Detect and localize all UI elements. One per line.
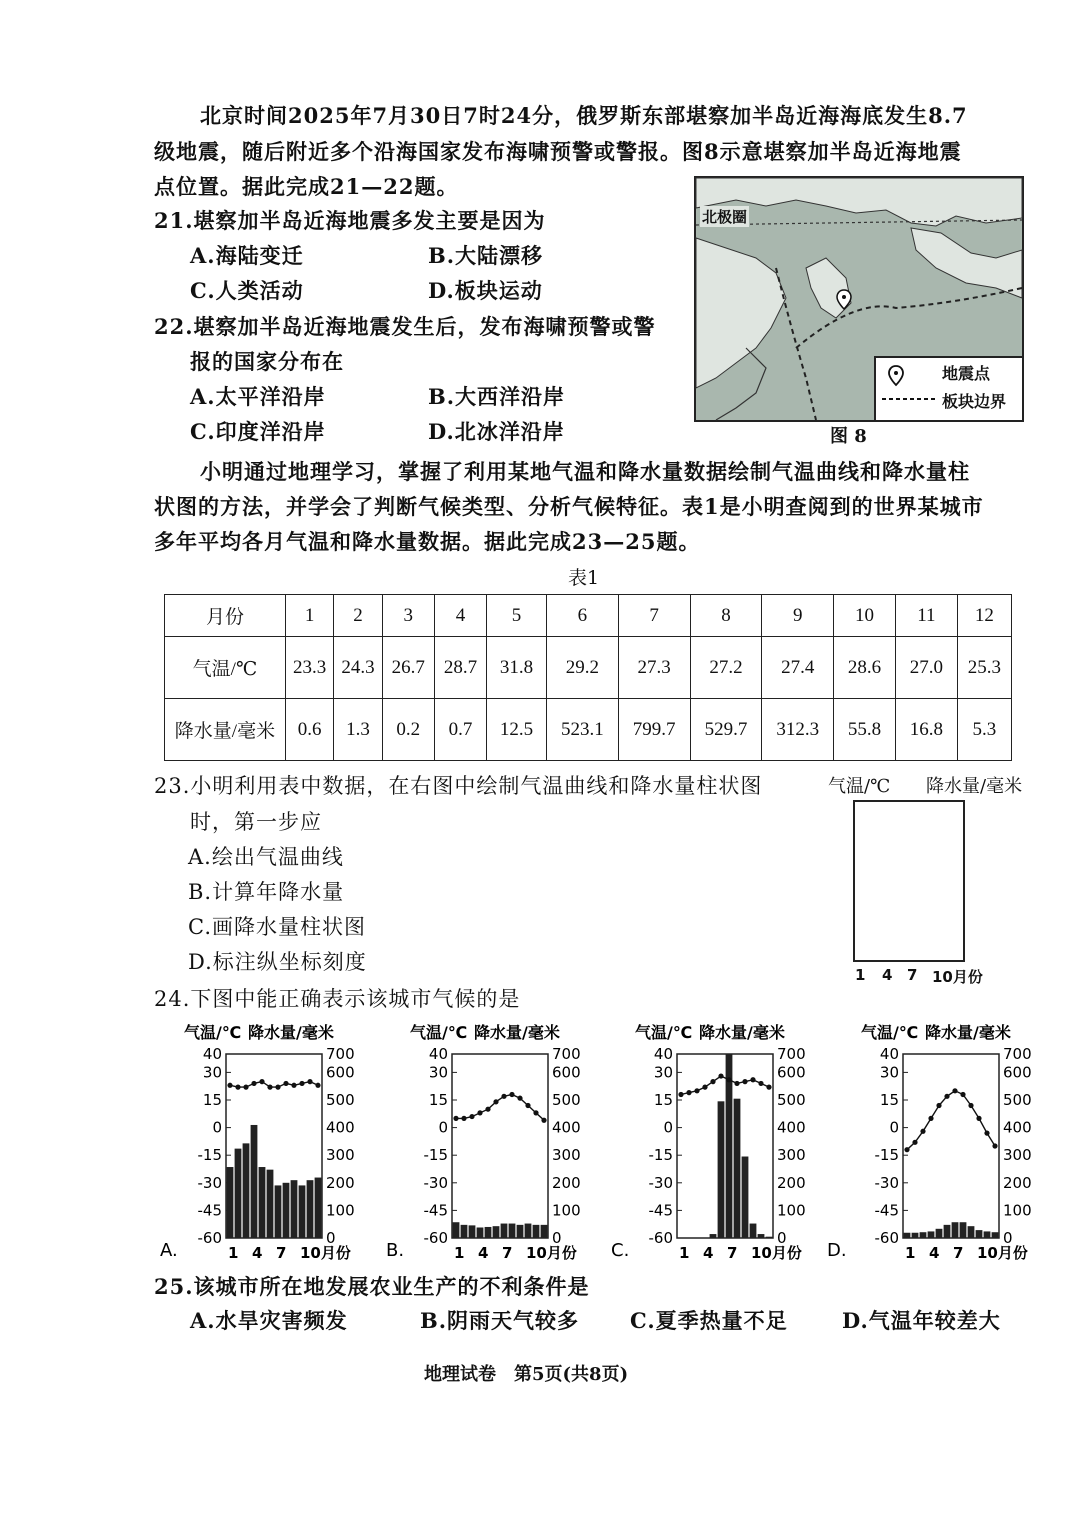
table-cell-precip-3: 0.2: [382, 699, 434, 761]
table-cell-header-2: 2: [334, 595, 382, 637]
chart-D-ytick-right-7: 0: [1003, 1229, 1013, 1247]
table-cell-header-7: 7: [618, 595, 690, 637]
chart-D-temp-point-1: [904, 1147, 909, 1152]
table-cell-header-8: 8: [690, 595, 762, 637]
q22-stem-line2: 报的国家分布在: [190, 349, 344, 374]
chart-D-ytick-left-6: -45: [874, 1201, 899, 1220]
chart-A-temp-point-1: [227, 1083, 232, 1088]
table-header-row: [165, 595, 1012, 637]
q21-option-a[interactable]: A.海陆变迁: [190, 243, 304, 268]
map-legend: [874, 356, 1024, 422]
chart-A-ytick-right-4: 300: [326, 1146, 355, 1165]
chart-D-temp-point-4: [928, 1116, 933, 1121]
chart-B-ytick-left-0: 40: [428, 1045, 448, 1063]
chart-D-temp-point-10: [976, 1116, 981, 1121]
chart-B-bar-5: [485, 1227, 492, 1238]
q24-stem: 24.下图中能正确表示该城市气候的是: [154, 987, 521, 1011]
table-cell-header-0: 月份: [165, 595, 286, 637]
chart-C-temp-point-3: [694, 1088, 699, 1093]
table-cell-header-12: 12: [957, 595, 1011, 637]
chart-C-precip-label: 降水量/毫米: [699, 1023, 785, 1042]
table-cell-temp-1: 23.3: [285, 637, 333, 699]
table-cell-temp-12: 25.3: [957, 637, 1011, 699]
chart-C-temp-point-12: [766, 1085, 771, 1090]
table-cell-precip-6: 523.1: [547, 699, 619, 761]
arctic-circle-label: 北极圈: [702, 208, 748, 226]
chart-A-temp-point-8: [283, 1081, 288, 1086]
chart-C-ytick-right-5: 200: [777, 1173, 806, 1192]
chart-D-bar-4: [928, 1231, 935, 1238]
chart-C-ytick-left-5: -30: [648, 1173, 673, 1192]
intro1-line2: 级地震，随后附近多个沿海国家发布海啸预警或警报。图8示意堪察加半岛近海地震: [154, 139, 962, 164]
chart-B-letter: B.: [386, 1240, 405, 1261]
chart-B-temp-point-2: [461, 1116, 466, 1121]
chart-D-precip-label: 降水量/毫米: [925, 1023, 1011, 1042]
chart-B-temp-point-9: [517, 1096, 522, 1101]
legend-boundary-icon: [882, 396, 938, 402]
chart-C-ytick-left-0: 40: [653, 1045, 673, 1063]
chart-D-ytick-right-3: 400: [1003, 1118, 1032, 1137]
chart-D-letter: D.: [827, 1240, 847, 1261]
page-footer: 地理试卷 第5页(共8页): [424, 1364, 629, 1385]
blank-chart-frame: [853, 800, 965, 962]
chart-B-ytick-left-2: 15: [428, 1091, 448, 1109]
chart-B-ytick-right-2: 500: [552, 1091, 581, 1109]
chart-D-temp-point-3: [920, 1129, 925, 1134]
chart-B-ytick-left-4: -15: [423, 1146, 448, 1165]
chart-B-frame: [452, 1054, 548, 1238]
chart-D-xtick-1: 4: [929, 1244, 940, 1262]
intro1-line3: 点位置。据此完成21—22题。: [154, 174, 459, 199]
table-cell-header-11: 11: [895, 595, 957, 637]
chart-A-ytick-right-1: 600: [326, 1063, 355, 1082]
chart-A-temp-point-7: [275, 1085, 280, 1090]
table-cell-header-1: 1: [285, 595, 333, 637]
chart-B-temp-point-3: [469, 1114, 474, 1119]
chart-C-bar-11: [758, 1234, 765, 1238]
chart-A-ytick-left-4: -15: [197, 1146, 222, 1165]
chart-B-ytick-right-6: 100: [552, 1201, 581, 1220]
chart-A-temp-point-10: [299, 1081, 304, 1086]
chart-B-ytick-right-7: 0: [552, 1229, 562, 1247]
table-cell-temp-9: 27.4: [762, 637, 834, 699]
chart-A-xtick-1: 4: [252, 1244, 263, 1262]
intro2-line1: 小明通过地理学习，掌握了利用某地气温和降水量数据绘制气温曲线和降水量柱: [200, 459, 970, 484]
table-cell-temp-11: 27.0: [895, 637, 957, 699]
chart-B-bar-7: [501, 1224, 508, 1238]
chart-D-temp-point-7: [952, 1088, 957, 1093]
chart-A-ytick-right-6: 100: [326, 1201, 355, 1220]
table-cell-header-9: 9: [762, 595, 834, 637]
chart-B-bar-12: [541, 1225, 548, 1238]
chart-A-bar-9: [291, 1180, 298, 1238]
table-cell-temp-8: 27.2: [690, 637, 762, 699]
table-cell-header-5: 5: [487, 595, 547, 637]
q25-option-b[interactable]: B.阴雨天气较多: [420, 1308, 580, 1333]
chart-C-ytick-right-2: 500: [777, 1091, 806, 1109]
table-cell-temp-3: 26.7: [382, 637, 434, 699]
q23-option-a[interactable]: A.绘出气温曲线: [188, 845, 344, 869]
chart-A-letter: A.: [160, 1240, 178, 1261]
table-cell-precip-12: 5.3: [957, 699, 1011, 761]
chart-B-temp-point-1: [453, 1116, 458, 1121]
chart-A-temp-point-11: [307, 1079, 312, 1084]
chart-B-temp-point-6: [493, 1099, 498, 1104]
q23-option-c[interactable]: C.画降水量柱状图: [188, 915, 366, 939]
chart-D-frame: [903, 1054, 999, 1238]
chart-A-ytick-left-5: -30: [197, 1173, 222, 1192]
chart-C-ytick-right-1: 600: [777, 1063, 806, 1082]
chart-C-temp-line: [681, 1076, 769, 1094]
chart-B-xtick-3: 10月份: [526, 1244, 577, 1262]
q23-option-b[interactable]: B.计算年降水量: [188, 880, 345, 904]
q22-option-c[interactable]: C.印度洋沿岸: [190, 419, 326, 444]
chart-A-temp-point-3: [243, 1085, 248, 1090]
chart-A-ytick-right-5: 200: [326, 1173, 355, 1192]
chart-B-temp-point-12: [541, 1118, 546, 1123]
chart-C-temp-point-9: [742, 1079, 747, 1084]
chart-B-ytick-left-6: -45: [423, 1201, 448, 1220]
chart-D-bar-6: [944, 1225, 951, 1238]
q22-option-d[interactable]: D.北冰洋沿岸: [428, 419, 565, 444]
blank-chart-precip-label: 降水量/毫米: [926, 776, 1023, 797]
q21-option-b[interactable]: B.大陆漂移: [428, 243, 544, 268]
q23-option-d[interactable]: D.标注纵坐标刻度: [188, 950, 367, 974]
chart-D-ytick-right-0: 700: [1003, 1045, 1032, 1063]
chart-A-bar-4: [251, 1125, 258, 1238]
table-cell-temp-4: 28.7: [434, 637, 486, 699]
chart-B-temp-point-8: [509, 1092, 514, 1097]
blank-chart-x7: 7: [907, 966, 918, 984]
chart-D-bar-5: [936, 1229, 943, 1238]
chart-C-xtick-0: 1: [679, 1244, 690, 1262]
chart-A-bar-10: [299, 1185, 306, 1238]
intro2-line2: 状图的方法，并学会了判断气候类型、分析气候特征。表1是小明查阅到的世界某城市: [154, 494, 984, 519]
chart-B-temp-point-7: [501, 1094, 506, 1099]
chart-A-bar-7: [275, 1185, 282, 1238]
chart-A-ytick-left-6: -45: [197, 1201, 222, 1220]
chart-C-ytick-left-6: -45: [648, 1201, 673, 1220]
chart-A-ytick-right-0: 700: [326, 1045, 355, 1063]
chart-B-temp-point-4: [477, 1110, 482, 1115]
chart-D-ytick-left-2: 15: [879, 1091, 899, 1109]
chart-A-temp-point-9: [291, 1083, 296, 1088]
table-cell-precip-11: 16.8: [895, 699, 957, 761]
chart-A-ytick-left-3: 0: [212, 1118, 222, 1137]
chart-A-ytick-left-2: 15: [202, 1091, 222, 1109]
chart-B-bar-11: [533, 1225, 540, 1238]
table-cell-temp-5: 31.8: [487, 637, 547, 699]
chart-C-temp-point-7: [726, 1077, 731, 1082]
table-cell-precip-0: 降水量/毫米: [165, 699, 286, 761]
table-cell-precip-2: 1.3: [334, 699, 382, 761]
table-cell-temp-0: 气温/℃: [165, 637, 286, 699]
chart-C-ytick-left-2: 15: [653, 1091, 673, 1109]
chart-B-temp-point-11: [533, 1110, 538, 1115]
chart-A-ytick-left-0: 40: [202, 1045, 222, 1063]
table-cell-header-4: 4: [434, 595, 486, 637]
chart-D-bar-1: [904, 1233, 911, 1238]
map-caption: 图 8: [830, 426, 867, 447]
chart-C-temp-point-6: [718, 1073, 723, 1078]
chart-C-xtick-2: 7: [727, 1244, 738, 1262]
chart-C-bar-6: [718, 1101, 725, 1238]
chart-C-temp-point-8: [734, 1081, 739, 1086]
table-precip-row: [165, 699, 1012, 761]
table-temp-row: [165, 637, 1012, 699]
q25-option-a[interactable]: A.水旱灾害频发: [190, 1308, 348, 1333]
table-cell-header-6: 6: [547, 595, 619, 637]
blank-chart-x1: 1: [855, 966, 866, 984]
table-cell-precip-1: 0.6: [285, 699, 333, 761]
chart-D-ytick-right-6: 100: [1003, 1201, 1032, 1220]
chart-D-temp-point-6: [944, 1094, 949, 1099]
chart-D-ytick-left-0: 40: [879, 1045, 899, 1063]
chart-D-bar-11: [984, 1231, 991, 1238]
chart-B-ytick-left-3: 0: [438, 1118, 448, 1137]
chart-B-temp-line: [456, 1095, 544, 1121]
q23-stem-line1: 23.小明利用表中数据，在右图中绘制气温曲线和降水量柱状图: [154, 774, 763, 798]
chart-A-ytick-left-1: 30: [202, 1063, 222, 1082]
chart-B-ytick-right-3: 400: [552, 1118, 581, 1137]
chart-A-ytick-right-2: 500: [326, 1091, 355, 1109]
chart-D-xtick-0: 1: [905, 1244, 916, 1262]
chart-D-bar-2: [912, 1233, 919, 1238]
q22-stem-line1: 22.堪察加半岛近海地震发生后，发布海啸预警或警: [154, 314, 656, 339]
chart-D-bar-7: [952, 1222, 959, 1238]
chart-D-ytick-right-4: 300: [1003, 1146, 1032, 1165]
chart-C-ytick-right-7: 0: [777, 1229, 787, 1247]
climate-charts: [160, 1018, 1040, 1266]
chart-B-bar-8: [509, 1224, 516, 1238]
chart-D-bar-8: [960, 1222, 967, 1238]
chart-C-temp-point-4: [702, 1085, 707, 1090]
chart-D-ytick-left-3: 0: [889, 1118, 899, 1137]
chart-C-temp-label: 气温/℃: [635, 1023, 693, 1042]
chart-B-xtick-0: 1: [454, 1244, 465, 1262]
chart-D-ytick-right-2: 500: [1003, 1091, 1032, 1109]
chart-C-ytick-left-7: -60: [648, 1229, 673, 1247]
chart-B-ytick-left-7: -60: [423, 1229, 448, 1247]
q25-option-d[interactable]: D.气温年较差大: [842, 1308, 1001, 1333]
chart-C-xtick-1: 4: [703, 1244, 714, 1262]
chart-C-xtick-3: 10月份: [751, 1244, 802, 1262]
q21-stem: 21.堪察加半岛近海地震多发主要是因为: [154, 208, 546, 233]
q21-option-d[interactable]: D.板块运动: [428, 278, 543, 303]
chart-C-temp-point-2: [686, 1090, 691, 1095]
chart-D-temp-point-12: [992, 1143, 997, 1148]
table-cell-temp-10: 28.6: [834, 637, 896, 699]
chart-D-bar-9: [968, 1226, 975, 1238]
chart-B-temp-point-10: [525, 1103, 530, 1108]
chart-C-temp-point-10: [750, 1077, 755, 1082]
chart-D-ytick-right-1: 600: [1003, 1063, 1032, 1082]
chart-D-ytick-left-5: -30: [874, 1173, 899, 1192]
chart-C-ytick-right-3: 400: [777, 1118, 806, 1137]
intro2-line3: 多年平均各月气温和降水量数据。据此完成23—25题。: [154, 529, 701, 554]
chart-D-bar-12: [992, 1232, 999, 1238]
chart-D-temp-point-11: [984, 1131, 989, 1136]
chart-A-temp-point-12: [315, 1083, 320, 1088]
chart-B-ytick-right-5: 200: [552, 1173, 581, 1192]
q22-option-a[interactable]: A.太平洋沿岸: [190, 384, 326, 409]
climate-table: [164, 594, 1012, 761]
chart-C-temp-point-1: [678, 1092, 683, 1097]
chart-C-temp-point-5: [710, 1079, 715, 1084]
chart-D-ytick-left-4: -15: [874, 1146, 899, 1165]
chart-A-bar-5: [259, 1167, 266, 1238]
chart-D-temp-point-9: [968, 1103, 973, 1108]
chart-B-bar-9: [517, 1225, 524, 1238]
chart-A-temp-point-6: [267, 1085, 272, 1090]
chart-A-bar-1: [227, 1167, 234, 1238]
chart-A-bar-8: [283, 1183, 290, 1238]
chart-B-ytick-right-1: 600: [552, 1063, 581, 1082]
chart-D-ytick-right-5: 200: [1003, 1173, 1032, 1192]
chart-C-ytick-left-4: -15: [648, 1146, 673, 1165]
chart-C-letter: C.: [611, 1240, 630, 1261]
chart-C-ytick-right-4: 300: [777, 1146, 806, 1165]
chart-C-ytick-left-1: 30: [653, 1063, 673, 1082]
chart-C-ytick-right-0: 700: [777, 1045, 806, 1063]
chart-D-bar-3: [920, 1232, 927, 1238]
chart-B-ytick-right-4: 300: [552, 1146, 581, 1165]
blank-chart-x4: 4: [882, 966, 893, 984]
chart-A-bar-2: [235, 1149, 242, 1238]
chart-B-temp-point-5: [485, 1107, 490, 1112]
table-cell-precip-7: 799.7: [618, 699, 690, 761]
chart-C-bar-8: [734, 1099, 741, 1238]
chart-A-ytick-right-3: 400: [326, 1118, 355, 1137]
chart-B-ytick-left-5: -30: [423, 1173, 448, 1192]
chart-A-bar-12: [315, 1178, 322, 1238]
chart-C-ytick-left-3: 0: [663, 1118, 673, 1137]
chart-A-ytick-left-7: -60: [197, 1229, 222, 1247]
legend-quake-label: 地震点: [942, 364, 991, 383]
chart-B-bar-3: [469, 1225, 476, 1238]
chart-B-xtick-2: 7: [502, 1244, 513, 1262]
chart-D-temp-point-8: [960, 1092, 965, 1097]
chart-D-bar-10: [976, 1230, 983, 1238]
chart-A-temp-point-4: [251, 1081, 256, 1086]
table-cell-header-3: 3: [382, 595, 434, 637]
chart-A-bar-6: [267, 1170, 274, 1238]
chart-A-temp-label: 气温/℃: [184, 1023, 242, 1042]
chart-C-temp-point-11: [758, 1081, 763, 1086]
chart-D-temp-point-5: [936, 1103, 941, 1108]
chart-B-precip-label: 降水量/毫米: [474, 1023, 560, 1042]
legend-boundary-label: 板块边界: [942, 392, 1007, 411]
table-cell-header-10: 10: [834, 595, 896, 637]
q23-stem-line2: 时，第一步应: [190, 810, 322, 834]
chart-D-ytick-left-1: 30: [879, 1063, 899, 1082]
chart-A-ytick-right-7: 0: [326, 1229, 336, 1247]
chart-B-bar-6: [493, 1226, 500, 1238]
chart-D-xtick-2: 7: [953, 1244, 964, 1262]
table-cell-precip-8: 529.7: [690, 699, 762, 761]
table-cell-precip-5: 12.5: [487, 699, 547, 761]
q25-stem: 25.该城市所在地发展农业生产的不利条件是: [154, 1274, 590, 1299]
chart-B-temp-label: 气温/℃: [410, 1023, 468, 1042]
chart-B-ytick-left-1: 30: [428, 1063, 448, 1082]
table-cell-temp-2: 24.3: [334, 637, 382, 699]
chart-A-temp-line: [230, 1082, 318, 1088]
blank-chart-temp-label: 气温/℃: [828, 776, 891, 797]
chart-A-xtick-3: 10月份: [300, 1244, 351, 1262]
chart-D-temp-line: [907, 1091, 995, 1150]
chart-B-bar-10: [525, 1224, 532, 1238]
table-cell-precip-10: 55.8: [834, 699, 896, 761]
chart-C-bar-5: [710, 1234, 717, 1238]
chart-A-xtick-2: 7: [276, 1244, 287, 1262]
q25-option-c[interactable]: C.夏季热量不足: [630, 1308, 788, 1333]
chart-B-ytick-right-0: 700: [552, 1045, 581, 1063]
chart-C-ytick-right-6: 100: [777, 1201, 806, 1220]
chart-B-bar-1: [453, 1222, 460, 1238]
table-cell-precip-4: 0.7: [434, 699, 486, 761]
legend-quake-icon: [888, 364, 904, 386]
chart-A-bar-11: [307, 1180, 314, 1238]
chart-A-temp-point-2: [235, 1085, 240, 1090]
chart-B-bar-2: [461, 1225, 468, 1238]
chart-C-bar-9: [742, 1157, 749, 1238]
q22-option-b[interactable]: B.大西洋沿岸: [428, 384, 566, 409]
intro1-line1: 北京时间2025年7月30日7时24分，俄罗斯东部堪察加半岛近海海底发生8.7: [200, 103, 968, 128]
table-cell-temp-7: 27.3: [618, 637, 690, 699]
chart-A-bar-3: [243, 1143, 250, 1238]
q21-option-c[interactable]: C.人类活动: [190, 278, 304, 303]
table-cell-temp-6: 29.2: [547, 637, 619, 699]
chart-B-bar-4: [477, 1227, 484, 1238]
chart-A-precip-label: 降水量/毫米: [248, 1023, 334, 1042]
table-caption: 表1: [568, 567, 600, 589]
chart-C-bar-10: [750, 1224, 757, 1238]
chart-D-ytick-left-7: -60: [874, 1229, 899, 1247]
chart-A-xtick-0: 1: [228, 1244, 239, 1262]
chart-D-temp-label: 气温/℃: [861, 1023, 919, 1042]
table-cell-precip-9: 312.3: [762, 699, 834, 761]
chart-B-xtick-1: 4: [478, 1244, 489, 1262]
chart-A-temp-point-5: [259, 1079, 264, 1084]
chart-D-temp-point-2: [912, 1140, 917, 1145]
kamchatka-map: [694, 176, 1024, 422]
blank-chart-x10: 10月份: [932, 968, 983, 986]
chart-C-bar-12: [766, 1237, 773, 1238]
chart-D-xtick-3: 10月份: [977, 1244, 1028, 1262]
